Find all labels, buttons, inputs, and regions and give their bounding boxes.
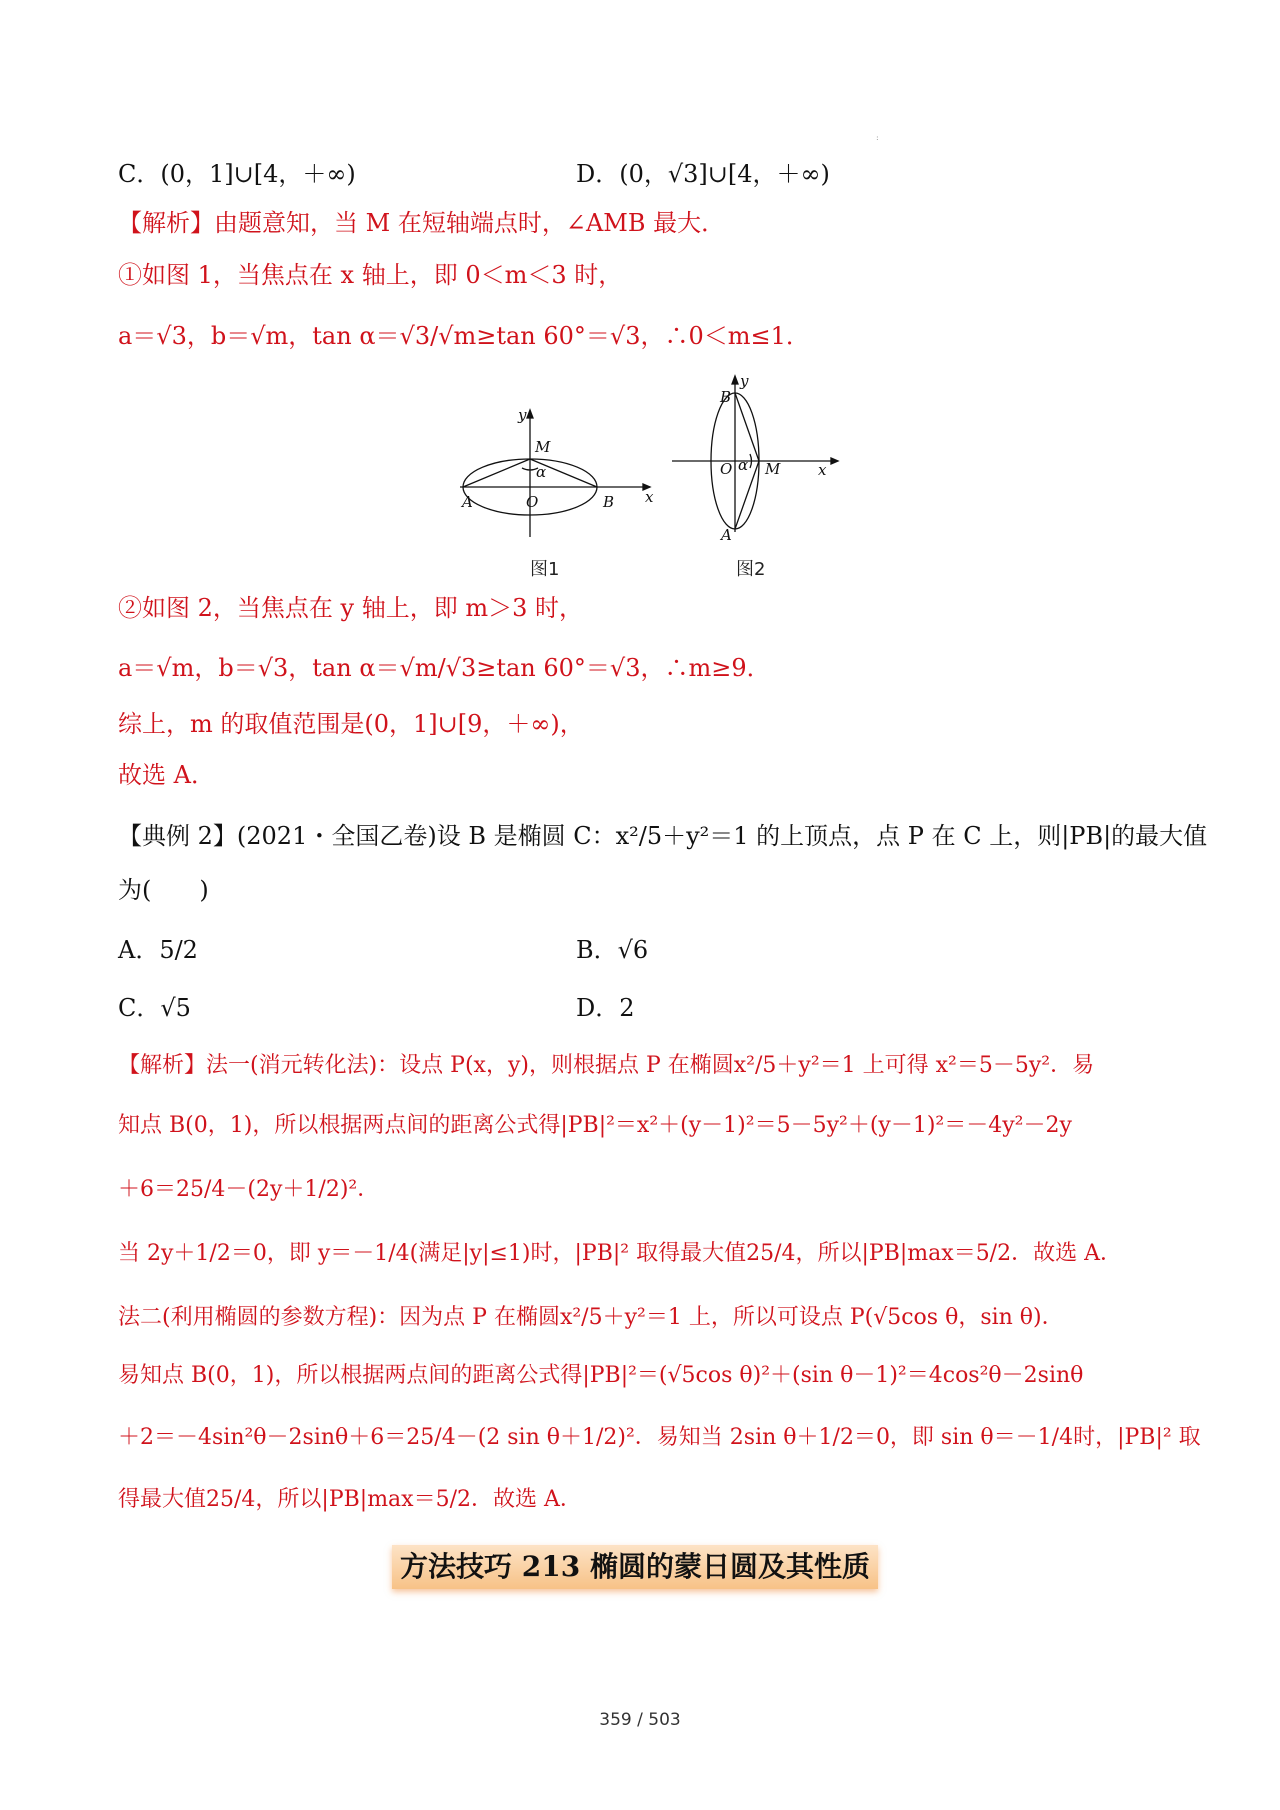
solution2-line: 【解析】法一(消元转化法)：设点 P(x，y)，则根据点 P 在椭圆x²/5＋y²＝1 上可得 x²＝5－5y²．易 — [118, 1053, 1095, 1078]
solution2-line: 知点 B(0，1)，所以根据两点间的距离公式得|PB|²＝x²＋(y－1)²＝5－5y²＋(y－1)²＝－4y²－2y — [118, 1113, 1072, 1138]
fig2-alpha-label: α — [738, 456, 749, 474]
example2-question-cont: 为( ) — [118, 876, 209, 904]
example2-question: 【典例 2】(2021・全国乙卷)设 B 是椭圆 C：x²/5＋y²＝1 的上顶点，点 P 在 C 上，则|PB|的最大值 — [118, 822, 1208, 850]
page-number: 359 / 503 — [599, 1710, 681, 1730]
figure2-caption: 图2 — [736, 559, 766, 580]
solution2-line: 当 2y＋1/2＝0，即 y＝－1/4(满足|y|≤1)时，|PB|² 取得最大值25/4，所以|PB|max＝5/2．故选 A． — [118, 1241, 1122, 1266]
fig1-b-label: B — [603, 493, 615, 511]
fig2-y-label: y — [740, 372, 749, 390]
fig1-o-label: O — [526, 493, 539, 511]
solution-line: ①如图 1，当焦点在 x 轴上，即 0＜m＜3 时， — [118, 261, 623, 289]
option-d: D．(0，√3]∪[4，＋∞) — [576, 160, 830, 188]
solution-line: 故选 A． — [118, 761, 215, 789]
ellipse-diagram — [440, 372, 860, 582]
solution-line: 【解析】由题意知，当 M 在短轴端点时，∠AMB 最大． — [118, 209, 726, 237]
solution2-line: 易知点 B(0，1)，所以根据两点间的距离公式得|PB|²＝(√5cos θ)²＋(sin θ－1)²＝4cos²θ－2sinθ — [118, 1363, 1084, 1388]
fig2-o-label: O — [720, 460, 733, 478]
scan-mark: : — [876, 133, 879, 142]
fig1-alpha-label: α — [536, 463, 547, 481]
solution-line: a＝√m，b＝√3，tan α＝√m/√3≥tan 60°＝√3，∴m≥9． — [118, 654, 771, 682]
fig1-x-label: x — [645, 488, 654, 506]
section-heading: 方法技巧 213 椭圆的蒙日圆及其性质 — [392, 1545, 878, 1589]
fig1-a-label: A — [462, 493, 473, 511]
example2-option-c: C．√5 — [118, 994, 191, 1022]
option-c: C．(0，1]∪[4，＋∞) — [118, 160, 356, 188]
fig2-x-label: x — [818, 461, 827, 479]
solution-line: a＝√3，b＝√m，tan α＝√3/√m≥tan 60°＝√3，∴0＜m≤1． — [118, 322, 810, 350]
solution-line: 综上，m 的取值范围是(0，1]∪[9，＋∞)， — [118, 710, 584, 738]
fig2-m-label: M — [765, 460, 781, 478]
fig1-m-label: M — [535, 438, 551, 456]
ellipse-figures — [440, 372, 860, 582]
solution2-line: ＋2＝－4sin²θ－2sinθ＋6＝25/4－(2 sin θ＋1/2)²．易知当 2sin θ＋1/2＝0，即 sin θ＝－1/4时，|PB|² 取 — [118, 1425, 1201, 1450]
fig2-a-label: A — [721, 526, 732, 544]
solution-line: ②如图 2，当焦点在 y 轴上，即 m＞3 时， — [118, 594, 583, 622]
example2-option-b: B．√6 — [576, 936, 649, 964]
fig2-b-label: B — [720, 388, 732, 406]
solution2-line: 得最大值25/4，所以|PB|max＝5/2．故选 A． — [118, 1487, 582, 1512]
solution2-line: 法二(利用椭圆的参数方程)：因为点 P 在椭圆x²/5＋y²＝1 上，所以可设点 P(√5cos θ，sin θ)． — [118, 1305, 1064, 1330]
fig1-y-label: y — [518, 406, 527, 424]
solution2-line: ＋6＝25/4－(2y＋1/2)²． — [118, 1177, 380, 1202]
example2-option-a: A．5/2 — [118, 936, 198, 964]
example2-option-d: D．2 — [576, 994, 635, 1022]
figure1-caption: 图1 — [530, 559, 560, 580]
